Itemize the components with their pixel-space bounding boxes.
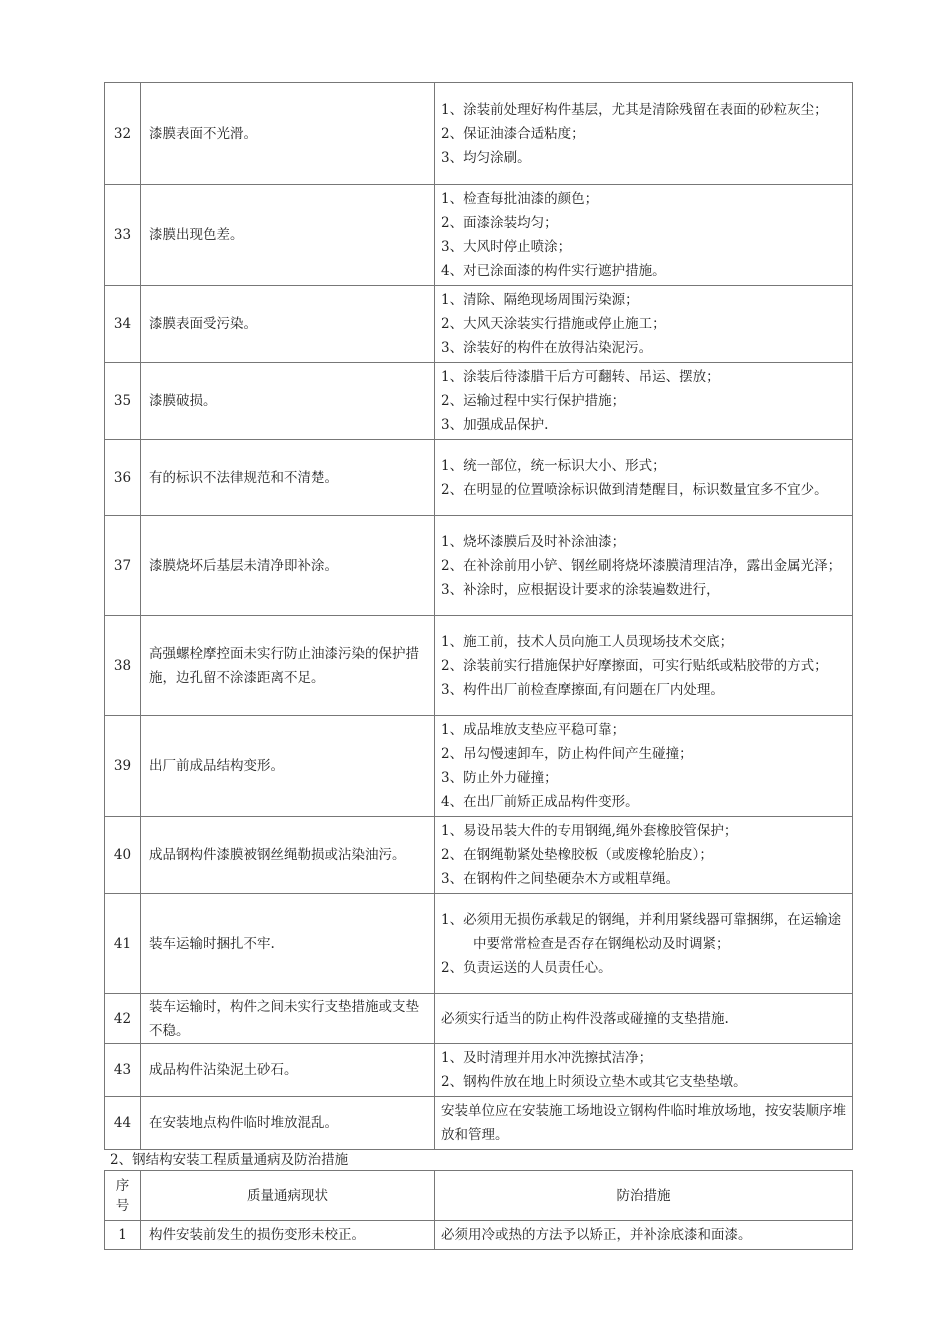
table-row [105, 83, 853, 185]
table-row [105, 440, 853, 516]
row-number: 43 [105, 1044, 141, 1097]
defects-table-1-body [105, 83, 853, 1150]
row-issue: 出厂前成品结构变形。 [141, 716, 435, 817]
measure-item: 3、构件出厂前检查摩擦面,有问题在厂内处理。 [441, 681, 724, 698]
measure-item: 3、防止外力碰撞； [441, 770, 558, 786]
row-issue: 高强螺栓摩控面未实行防止油漆污染的保护措施，边孔留不涂漆距离不足。 [141, 616, 435, 716]
row-measures [435, 994, 853, 1044]
row-measures [435, 440, 853, 516]
table-row [105, 1097, 853, 1150]
table-row [105, 185, 853, 286]
measure-item: 2、钢构件放在地上时须设立垫木或其它支垫垫墩。 [441, 1074, 747, 1090]
document-page [104, 82, 852, 1250]
row-measures: 必须用冷或热的方法予以矫正，并补涂底漆和面漆。 [435, 1221, 853, 1250]
row-number: 40 [105, 817, 141, 894]
measure-item: 2、大风天涂装实行措施或停止施工； [441, 316, 666, 332]
measure-item: 2、在明显的位置喷涂标识做到清楚醒目，标识数量宜多不宜少。 [441, 481, 828, 498]
table-row [105, 994, 853, 1044]
measure-item: 4、在出厂前矫正成品构件变形。 [441, 794, 639, 810]
row-measures [435, 83, 853, 185]
table-row [105, 894, 853, 994]
defects-table-1 [104, 82, 853, 1150]
row-number: 39 [105, 716, 141, 817]
row-number: 1 [105, 1221, 141, 1250]
measure-item: 3、在钢构件之间垫硬杂木方或粗草绳。 [441, 871, 680, 887]
row-number: 38 [105, 616, 141, 716]
header-issue: 质量通病现状 [141, 1171, 435, 1221]
header-no: 序号 [105, 1171, 141, 1221]
measure-item: 1、易设吊装大件的专用钢绳,绳外套橡胶管保护； [441, 823, 738, 839]
row-issue: 装车运输时捆扎不牢. [141, 894, 435, 994]
row-number: 35 [105, 363, 141, 440]
row-issue: 成品钢构件漆膜被钢丝绳勒损或沾染油污。 [141, 817, 435, 894]
measure-item: 1、及时清理并用水冲洗擦拭洁净； [441, 1050, 653, 1066]
measure-item: 3、均匀涂刷。 [441, 149, 531, 166]
row-issue: 漆膜破损。 [141, 363, 435, 440]
table-row [105, 716, 853, 817]
measure-item: 1、成品堆放支垫应平稳可靠； [441, 722, 626, 738]
row-measures [435, 286, 853, 363]
row-measures [435, 1097, 853, 1150]
row-number: 41 [105, 894, 141, 994]
measure-item: 1、烧坏漆膜后及时补涂油漆； [441, 533, 626, 550]
measure-item: 3、补涂时，应根据设计要求的涂装遍数进行， [441, 581, 720, 598]
table-row [105, 817, 853, 894]
measure-item: 2、在钢绳勒紧处垫橡胶板（或废橡轮胎皮）； [441, 847, 713, 863]
measure-item: 2、在补涂前用小铲、钢丝刷将烧坏漆膜清理洁净，露出金属光泽； [441, 557, 842, 574]
measure-item: 3、涂装好的构件在放得沾染泥污。 [441, 340, 653, 356]
row-measures [435, 894, 853, 994]
measure-item: 2、面漆涂装均匀； [441, 215, 558, 231]
measure-item: 1、施工前，技术人员向施工人员现场技术交底； [441, 633, 734, 650]
measure-item: 3、加强成品保护. [441, 417, 549, 433]
row-measures [435, 1044, 853, 1097]
row-issue: 有的标识不法律规范和不清楚。 [141, 440, 435, 516]
measure-item: 2、涂装前实行措施保护好摩擦面，可实行贴纸或粘胶带的方式； [441, 657, 828, 674]
row-number: 44 [105, 1097, 141, 1150]
table-row [105, 516, 853, 616]
row-issue: 漆膜表面受污染。 [141, 286, 435, 363]
row-measures [435, 185, 853, 286]
row-number: 33 [105, 185, 141, 286]
measure-item: 1、涂装前处理好构件基层，尤其是清除残留在表面的砂粒灰尘； [441, 101, 828, 118]
row-number: 34 [105, 286, 141, 363]
row-issue: 在安装地点构件临时堆放混乱。 [141, 1097, 435, 1150]
row-issue: 构件安装前发生的损伤变形未校正。 [141, 1221, 435, 1250]
row-number: 32 [105, 83, 141, 185]
measure-item: 2、负责运送的人员责任心。 [441, 959, 612, 976]
measure-item: 1、检查每批油漆的颜色； [441, 191, 599, 207]
measure-item: 2、保证油漆合适粘度； [441, 125, 585, 142]
measure-item: 1、清除、隔绝现场周围污染源； [441, 292, 639, 308]
measure-item: 3、大风时停止喷涂； [441, 239, 572, 255]
measure-item: 4、对已涂面漆的构件实行遮护措施。 [441, 263, 666, 279]
row-measures [435, 616, 853, 716]
table-row [105, 363, 853, 440]
header-measures: 防治措施 [435, 1171, 853, 1221]
section-2-title: 2、钢结构安装工程质量通病及防治措施 [110, 1152, 349, 1168]
row-measures [435, 716, 853, 817]
measure-item: 1、必须用无损伤承载足的钢绳，并利用紧线器可靠捆绑，在运输途中要常常检查是否存在钢绳松动及时调紧； [441, 911, 842, 952]
row-number: 37 [105, 516, 141, 616]
measure-item: 2、运输过程中实行保护措施； [441, 393, 626, 409]
row-issue: 漆膜烧坏后基层未清净即补涂。 [141, 516, 435, 616]
row-issue: 成品构件沾染泥土砂石。 [141, 1044, 435, 1097]
table-row [105, 1221, 853, 1250]
table-row [105, 616, 853, 716]
row-number: 42 [105, 994, 141, 1044]
defects-table-2 [104, 1170, 853, 1250]
table-row [105, 1044, 853, 1097]
row-number: 36 [105, 440, 141, 516]
table-row [105, 286, 853, 363]
row-issue: 装车运输时，构件之间未实行支垫措施或支垫不稳。 [141, 994, 435, 1044]
row-issue: 漆膜出现色差。 [141, 185, 435, 286]
row-issue: 漆膜表面不光滑。 [141, 83, 435, 185]
row-measures [435, 363, 853, 440]
table-2-header-row [105, 1171, 853, 1221]
measure-item: 2、吊勾慢速卸车，防止构件间产生碰撞； [441, 746, 693, 762]
measure-item: 1、统一部位，统一标识大小、形式； [441, 457, 666, 474]
measure-item: 必须实行适当的防止构件没落或碰撞的支垫措施. [441, 1010, 729, 1027]
row-measures [435, 817, 853, 894]
measure-item: 1、涂装后待漆腊干后方可翻转、吊运、摆放； [441, 369, 720, 385]
row-measures [435, 516, 853, 616]
measure-item: 安装单位应在安装施工场地设立钢构件临时堆放场地，按安装顺序堆放和管理。 [441, 1103, 846, 1143]
